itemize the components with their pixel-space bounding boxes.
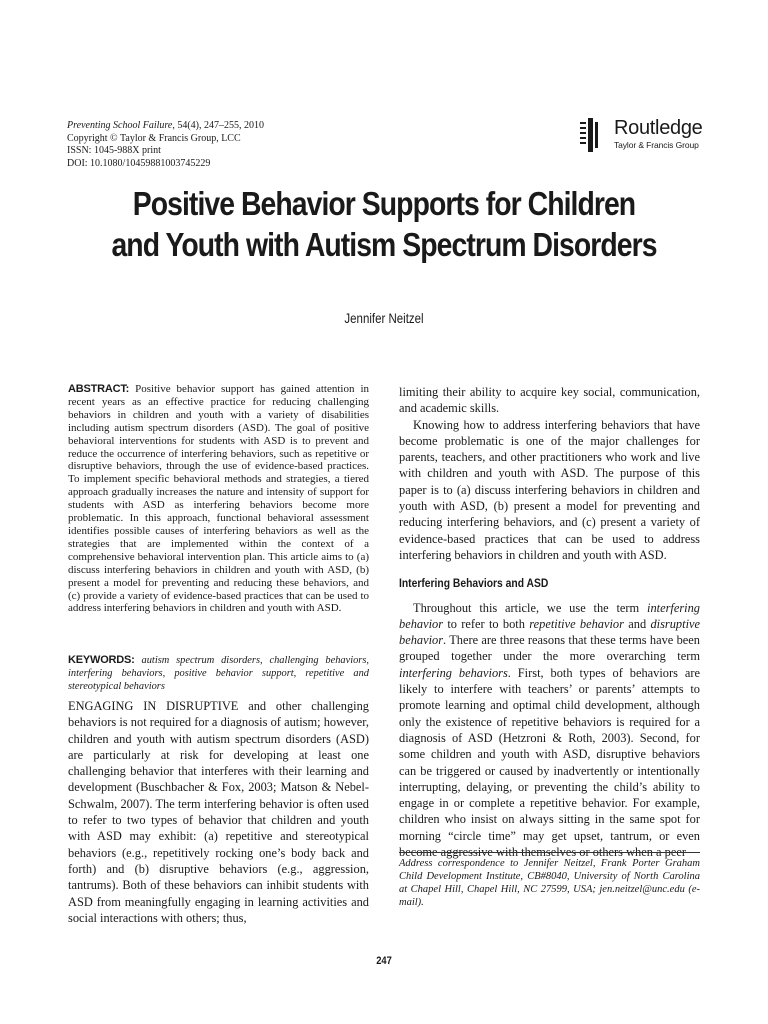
publisher-name: Routledge bbox=[614, 117, 703, 139]
term-disruptive-behavior: disruptive behavior bbox=[399, 616, 701, 648]
journal-issn: ISSN: 1045-988X print bbox=[67, 145, 161, 156]
text-run: . There are three reasons that these terms have been grouped together under the more overarching term bbox=[399, 633, 700, 664]
text-run: and bbox=[623, 616, 651, 631]
paragraph-continued: limiting their ability to acquire key social, communication, and academic skills. bbox=[399, 385, 700, 416]
term-interfering-behavior: interfering behavior bbox=[399, 600, 700, 631]
title-line-2: and Youth with Autism Spectrum Disorders bbox=[111, 226, 657, 263]
article-author: Jennifer Neitzel bbox=[344, 310, 424, 326]
abstract bbox=[68, 383, 369, 615]
journal-citation bbox=[67, 120, 367, 133]
body-right-column bbox=[399, 384, 700, 860]
abstract-label: ABSTRACT: bbox=[68, 383, 130, 395]
page-number: 247 bbox=[376, 955, 392, 967]
article-title bbox=[105, 183, 662, 265]
text-run: to refer to both bbox=[443, 616, 530, 631]
title-line-1: Positive Behavior Supports for Children bbox=[132, 185, 636, 222]
body-left-column bbox=[68, 698, 369, 926]
keywords-label: KEYWORDS: bbox=[68, 654, 135, 666]
routledge-logo-icon bbox=[578, 118, 600, 152]
paragraph-purpose: Knowing how to address interfering behaviors that have become problematic is one of the major challenges for parents, teachers, and other practitioners who work and live with children and youth with ASD. The purpose of this paper is to (a) discuss interfering behaviors in children and youth with ASD, (b) present a model for preventing and reducing interfering behaviors, and (c) present a variety of evidence-based practices that can be used to address interfering behaviors in children and youth with ASD. bbox=[399, 417, 700, 562]
term-interfering-behaviors: interfering behaviors bbox=[399, 665, 508, 680]
intro-paragraph bbox=[68, 698, 369, 926]
intro-text: and other challenging behaviors is not required for a diagnosis of autism; however, children and youth with autism spectrum disorders (ASD) are particularly at risk for developing at least one challenging behavior that interferes with their learning and development (Buschbacher & Fox, 2003; Matson & Nebel-Schwalm, 2007). The term interfering behavior is often used to refer to two types of behavior that children and youth with ASD may exhibit: (a) repetitive and stereotypical behaviors (e.g., repetitively rocking one’s body back and forth) and (b) disruptive behaviors (e.g., aggression, tantrums). Both of these behaviors can inhibit students with ASD from meaningfully engaging in learning activities and social interactions with others; thus, bbox=[68, 699, 370, 925]
keywords bbox=[68, 654, 369, 693]
term-repetitive-behavior: repetitive behavior bbox=[529, 616, 624, 631]
text-run: . First, both types of behaviors are likely to interfere with teachers’ or parents’ attempts to promote learning and optimal child development, although only the existence of repetitive behaviors is required for a diagnosis of ASD (Hetzroni & Roth, 2003). Second, for some children and youth with ASD, disruptive behaviors can be triggered or caused by inadvertently or intentionally interrupting, delaying, or preventing the child’s ability to engage in or complete a repetitive behavior. For example, children who insist on always sitting in the same spot for morning “circle time” may get upset, tantrum, or even become aggressive with themselves or others when a peer bbox=[399, 665, 700, 860]
correspondence-footnote: Address correspondence to Jennifer Neitzel, Frank Porter Graham Child Development Institute, CB#8040, University of North Carolina at Chapel Hill, Chapel Hill, NC 27599, USA; jen.neitzel@unc.edu (e-mail). bbox=[399, 858, 700, 908]
journal-volume: , 54(4), 247–255, 2010 bbox=[172, 120, 265, 131]
section-heading: Interfering Behaviors and ASD bbox=[399, 576, 549, 591]
footnote-divider bbox=[399, 852, 700, 853]
journal-copyright: Copyright © Taylor & Francis Group, LCC bbox=[67, 132, 241, 144]
publisher-group: Taylor & Francis Group bbox=[614, 140, 699, 150]
journal-doi: DOI: 10.1080/10459881003745229 bbox=[67, 157, 211, 169]
abstract-text: Positive behavior support has gained attention in recent years as an effective practice for reducing challenging behaviors in children and youth with a variety of disabilities including autism spectrum disorders (ASD). The goal of positive behavioral interventions for students with ASD is to prevent and reduce the occurrence of interfering behaviors, such as repetitive or disruptive behaviors, through the use of evidence-based practices. To implement specific behavioral methods and strategies, a tiered approach gradually increases the nature and intensity of support for students with ASD as interfering behaviors become more problematic. In this approach, functional behavioral assessment identifies possible causes of interfering behaviors as well as the strategies that are implemented within the context of a comprehensive behavioral intervention plan. This article aims to (a) discuss interfering behaviors in children and youth with ASD, (b) present a model for preventing and reducing these behaviors, and (c) provide a variety of evidence-based practices that can be used to address interfering behaviors in children and youth with ASD. bbox=[68, 383, 369, 615]
keywords-terms: autism spectrum disorders, challenging behaviors, interfering behaviors, positive behavior support, repetitive and stereotypical behaviors bbox=[68, 655, 369, 692]
journal-info bbox=[67, 120, 367, 170]
intro-lead: ENGAGING IN DISRUPTIVE bbox=[68, 699, 239, 713]
journal-name: Preventing School Failure bbox=[67, 120, 173, 131]
publisher-logo bbox=[578, 116, 708, 156]
text-run: Throughout this article, we use the term bbox=[413, 600, 647, 615]
paragraph-interfering bbox=[399, 600, 700, 861]
